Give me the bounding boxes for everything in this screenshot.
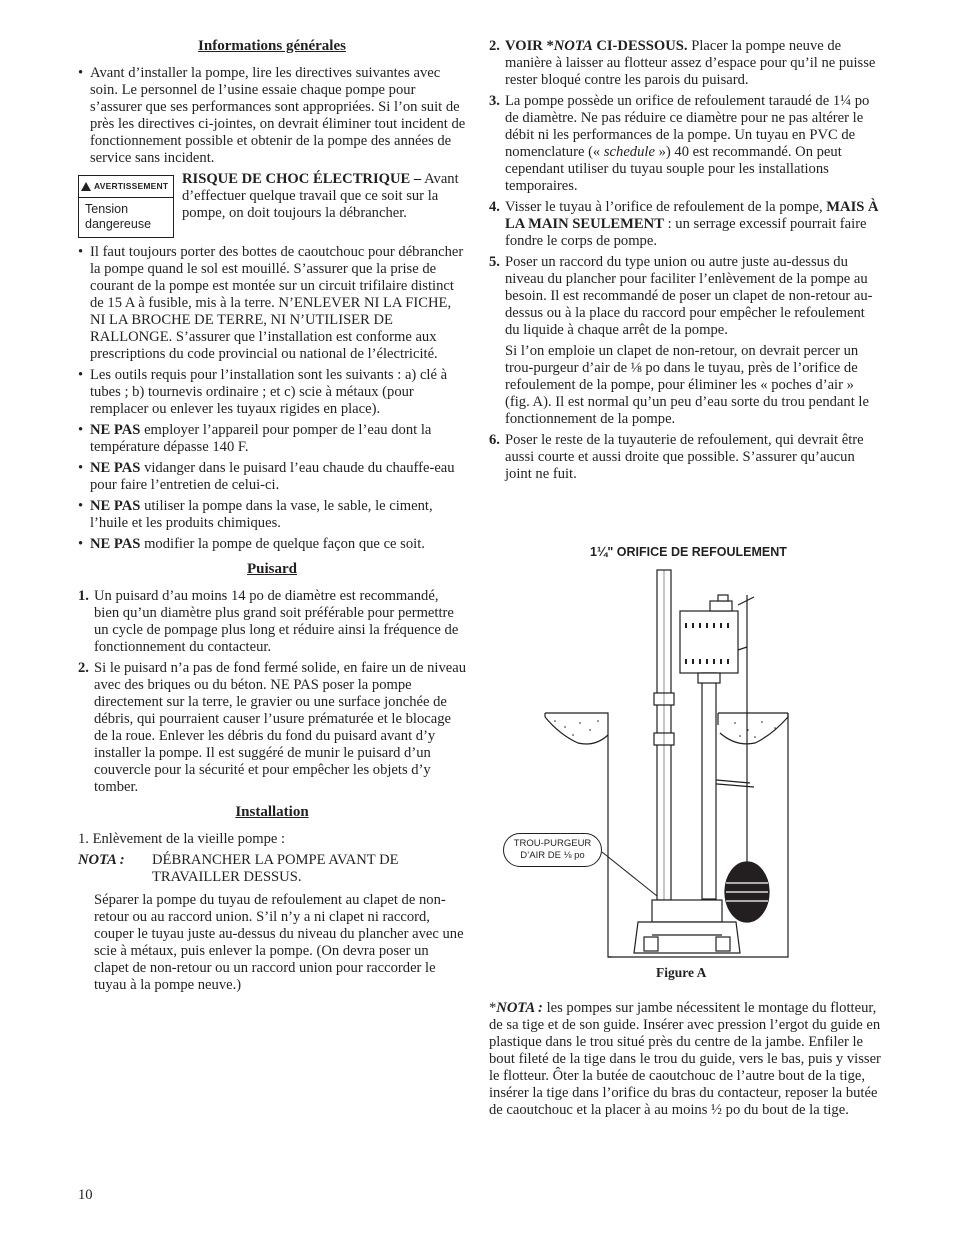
step-4: 4. Visser le tuyau à l’orifice de refoulement de la pompe, MAIS À LA MAIN SEULEMENT : un serrage excessif pourrait faire fondre le corps de pompe.	[489, 199, 879, 249]
step-5: 5. Poser un raccord du type union ou autre juste au-dessus du niveau du plancher pour faciliter l’enlèvement de la pompe au besoin. Il est recommandé de poser un clapet de non-retour au-dessus ou à la place du raccord pour empêcher le refoulement du liquide à chaque arrêt de la pompe.	[489, 254, 873, 338]
warning-text: Avant d’effectuer quelque travail que ce soit sur la pompe, on doit toujours la débrancher.	[182, 171, 459, 221]
install-step-1: 1. Enlèvement de la vieille pompe :	[78, 831, 286, 847]
pump-leg	[698, 673, 720, 899]
bullet-modify: • NE PAS modifier la pompe de quelque façon que ce soit.	[78, 536, 466, 553]
pump-installation-figure	[540, 565, 802, 960]
nota-row	[78, 852, 466, 886]
float	[725, 862, 769, 922]
step-5-continued: Si l’on emploie un clapet de non-retour, on devrait percer un trou-purgeur d’air de ⅛ po dans le tuyau, près de l’orifice de refoulement de la pompe, pour éliminer les « poches d’air » (fig. A). Il est normal qu’un peu d’eau sorte du trou pendant le fonctionnement de la pompe.	[505, 343, 869, 427]
bullet-temperature: • NE PAS employer l’appareil pour pomper de l’eau dont la température dépasse 140 F.	[78, 422, 466, 456]
pump-base	[634, 900, 740, 953]
warning-label: AVERTISSEMENT	[94, 181, 169, 191]
nota-text: DÉBRANCHER LA POMPE AVANT DE TRAVAILLER DESSUS.	[152, 852, 399, 885]
nota-label: NOTA :	[78, 852, 125, 868]
warning-block	[78, 171, 466, 238]
right-column	[489, 38, 879, 487]
bullet-tools: • Les outils requis pour l’installation sont les suivants : a) clé à tubes ; b) tournevis ordinaire ; et c) scie à métaux (pour remplacer ou enlever les tuyaux rigides en place).	[78, 367, 466, 418]
install-step-1-text: Séparer la pompe du tuyau de refoulement au clapet de non-retour ou au raccord union. S’il n’y a ni clapet ni raccord, couper le tuyau juste au-dessus du niveau du plancher avec une scie à métaux, puis enlever la pompe. (On devra poser un clapet de non-retour ou un raccord union pour raccorder le tuyau à la pompe neuve.)	[94, 892, 464, 993]
warning-title: RISQUE DE CHOC ÉLECTRIQUE –	[182, 171, 422, 187]
puisard-item-1: 1. Un puisard d’au moins 14 po de diamètre est recommandé, bien qu’un diamètre plus grand soit préférable pour permettre un cycle de pompage plus long et réduire ainsi la fréquence de fonctionnement du contacteur.	[78, 588, 459, 655]
warning-text-block	[182, 171, 466, 222]
switch-box	[680, 595, 738, 673]
step-3: 3. La pompe possède un orifice de refoulement taraudé de 1¼ po de diamètre. Ne pas réduire ce diamètre pour ne pas altérer le débit ni les performances de la pompe. Un tuyau en PVC de nomenclature (« schedule ») 40 est recommandé. On peut cependant utiliser du tuyau souple pour les installations temporaires.	[489, 93, 870, 194]
nota-bottom-paragraph: *NOTA : les pompes sur jambe nécessitent le montage du flotteur, de sa tige et de son guide. Insérer avec pression l’ergot du guide en plastique dans le trou situé près du centre de la jambe. Enfiler le bout fileté de la tige dans le trou du guide, vers le bas, puis y visser le flotteur. Ôter la butée de caoutchouc de l’autre bout de la tige, insérer la tige dans l’orifice du bras du contacteur, reposer la butée de caoutchouc et la placer à au moins ½ po du bout de la tige.	[489, 1000, 881, 1118]
step-2: 2. VOIR *NOTA CI-DESSOUS. Placer la pompe neuve de manière à laisser au flotteur assez d’espace pour qu’il ne puisse rester bloqué contre les parois du puisard.	[489, 38, 876, 88]
puisard-heading: Puisard	[246, 561, 297, 577]
step-6: 6. Poser le reste de la tuyauterie de refoulement, qui devrait être aussi courte et aussi droite que possible. S’assurer qu’aucun joint ne fuit.	[489, 432, 864, 482]
bullet-boots: • Il faut toujours porter des bottes de caoutchouc pour débrancher la pompe quand le sol est mouillé. S’assurer que la prise de courant de la pompe est montée sur un circuit trifilaire distinct de 15 A à fusible, mis à la terre. N’ENLEVER NI LA FICHE, NI LA BROCHE DE TERRE, NI N’UTILISER DE RALLONGE. S’assurer que l’installation est conforme aux prescriptions du code provincial ou national de l’électricité.	[78, 244, 466, 363]
callout-leader-line	[600, 848, 660, 898]
figure-title: 1¼" ORIFICE DE REFOULEMENT	[590, 545, 787, 559]
installation-heading: Installation	[235, 804, 309, 820]
figure-caption: Figure A	[656, 965, 707, 980]
warning-body: Tension dangereuse	[85, 202, 152, 231]
bullet-mud: • NE PAS utiliser la pompe dans la vase, le sable, le ciment, l’huile et les produits chimiques.	[78, 498, 466, 532]
warning-label-box	[78, 175, 174, 238]
warning-triangle-icon	[81, 182, 91, 191]
general-heading: Informations générales	[198, 38, 346, 54]
left-column	[78, 38, 466, 998]
bullet-water-heater: • NE PAS vidanger dans le puisard l’eau chaude du chauffe-eau pour faire l’entretien de celui-ci.	[78, 460, 466, 494]
bullet-intro: • Avant d’installer la pompe, lire les directives suivantes avec soin. Le personnel de l’usine essaie chaque pompe pour s’assurer que ses performances sont appropriées. Si l’on suit de près les directives ci-jointes, on devrait éliminer tout incident de fonctionnement possible et obtenir de la pompe des années de service sans incident.	[78, 65, 466, 167]
air-bleed-callout: TROU-PURGEUR D’AIR DE ⅛ po	[503, 833, 602, 867]
puisard-item-2: 2. Si le puisard n’a pas de fond fermé solide, en faire un de niveau avec des briques ou du béton. NE PAS poser la pompe directement sur la terre, le gravier ou une surface jonchée de débris, qui pourraient causer l’usure prématurée et le blocage de la roue. Enlever les débris du fond du puisard avant d’y installer la pompe. Il est suggéré de munir le puisard d’un couvercle pour la sécurité et pour empêcher les objets d’y tomber.	[78, 660, 467, 795]
page-number: 10	[78, 1187, 93, 1203]
